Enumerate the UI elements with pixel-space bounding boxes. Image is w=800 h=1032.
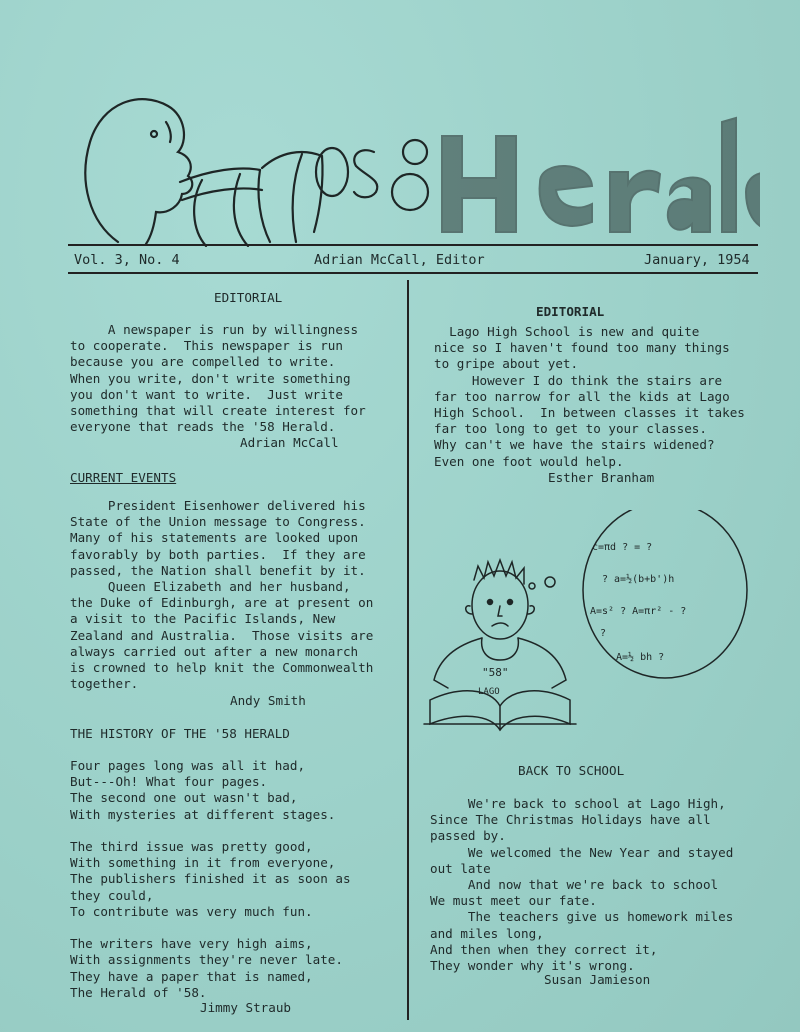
- left-editorial-heading: EDITORIAL: [214, 290, 283, 305]
- bubble-formula-2: ? a=½(b+b')h: [602, 574, 675, 585]
- masthead-rule-bottom: [68, 272, 758, 274]
- issue-info-bar: [74, 252, 754, 272]
- masthead-rule-top: [68, 244, 758, 246]
- right-editorial-text: Lago High School is new and quite nice so I haven't found too many things to gripe about yet. However I do think the stairs are far too narrow for all the kids at Lago High School. In between classes it takes far too long to get to your classes. Why can't we have the stairs widened? Even one foot would help.: [434, 324, 745, 469]
- history-author: Jimmy Straub: [200, 1000, 291, 1015]
- history-poem: Four pages long was all it had, But---Oh! What four pages. The second one out wasn't bad, With mysteries at different stages. The third issue was pretty good, With something in it from everyone, The publishers finished it as soon as they could, To contribute was very much fun. The writers have very high aims, With assignments they're never late. They have a paper that is named, The Herald of '58.: [70, 758, 351, 1000]
- issue-date: January, 1954: [644, 252, 750, 268]
- column-divider: [407, 280, 409, 1020]
- back-to-school-poem: We're back to school at Lago High, Since The Christmas Holidays have all passed by. We welcomed the New Year and stayed out late And now that we're back to school We must meet our fate. The teachers give us homework miles and miles long, And then when they correct it, They wonder why it's wrong.: [430, 796, 734, 974]
- back-to-school-author: Susan Jamieson: [544, 972, 651, 987]
- masthead-title: [70, 82, 760, 247]
- current-events-heading: CURRENT EVENTS: [70, 470, 177, 485]
- history-heading: THE HISTORY OF THE '58 HERALD: [70, 726, 290, 741]
- student-cartoon: [420, 510, 760, 745]
- cartoon-shirt-sub: LAGO: [478, 687, 500, 697]
- bubble-formula-5: A=½ bh ?: [616, 652, 665, 663]
- left-editorial-text: A newspaper is run by willingness to cooperate. This newspaper is run because you are compelled to write. When you write, don't write something you don't want to write. Just write something that will create interest for everyone that reads the '58 Herald.: [70, 322, 366, 435]
- bubble-formula-4: ?: [600, 628, 607, 639]
- current-events-text: President Eisenhower delivered his State of the Union message to Congress. Many of his statements are looked upon favorably by both parties. If they are passed, the Nation shall benefit by it. Queen Elizabeth and her husband, the Duke of Edinburgh, are at present on a visit to the Pacific Islands, New Zealand and Australia. Those visits are always carried out after a new monarch is crowned to help knit the Commonwealth together.: [70, 498, 374, 692]
- left-editorial-author: Adrian McCall: [240, 435, 339, 450]
- current-events-author: Andy Smith: [230, 693, 306, 708]
- right-editorial-author: Esther Branham: [548, 470, 655, 485]
- issue-volume: Vol. 3, No. 4: [74, 252, 180, 268]
- back-to-school-heading: BACK TO SCHOOL: [518, 763, 625, 778]
- cartoon-shirt-label: "58": [482, 666, 509, 679]
- bubble-formula-1: c=πd ? = ?: [592, 542, 653, 553]
- issue-editor: Adrian McCall, Editor: [314, 252, 485, 268]
- bubble-formula-3: A=s² ? A=πr² - ?: [590, 606, 687, 617]
- right-editorial-heading: EDITORIAL: [536, 304, 605, 319]
